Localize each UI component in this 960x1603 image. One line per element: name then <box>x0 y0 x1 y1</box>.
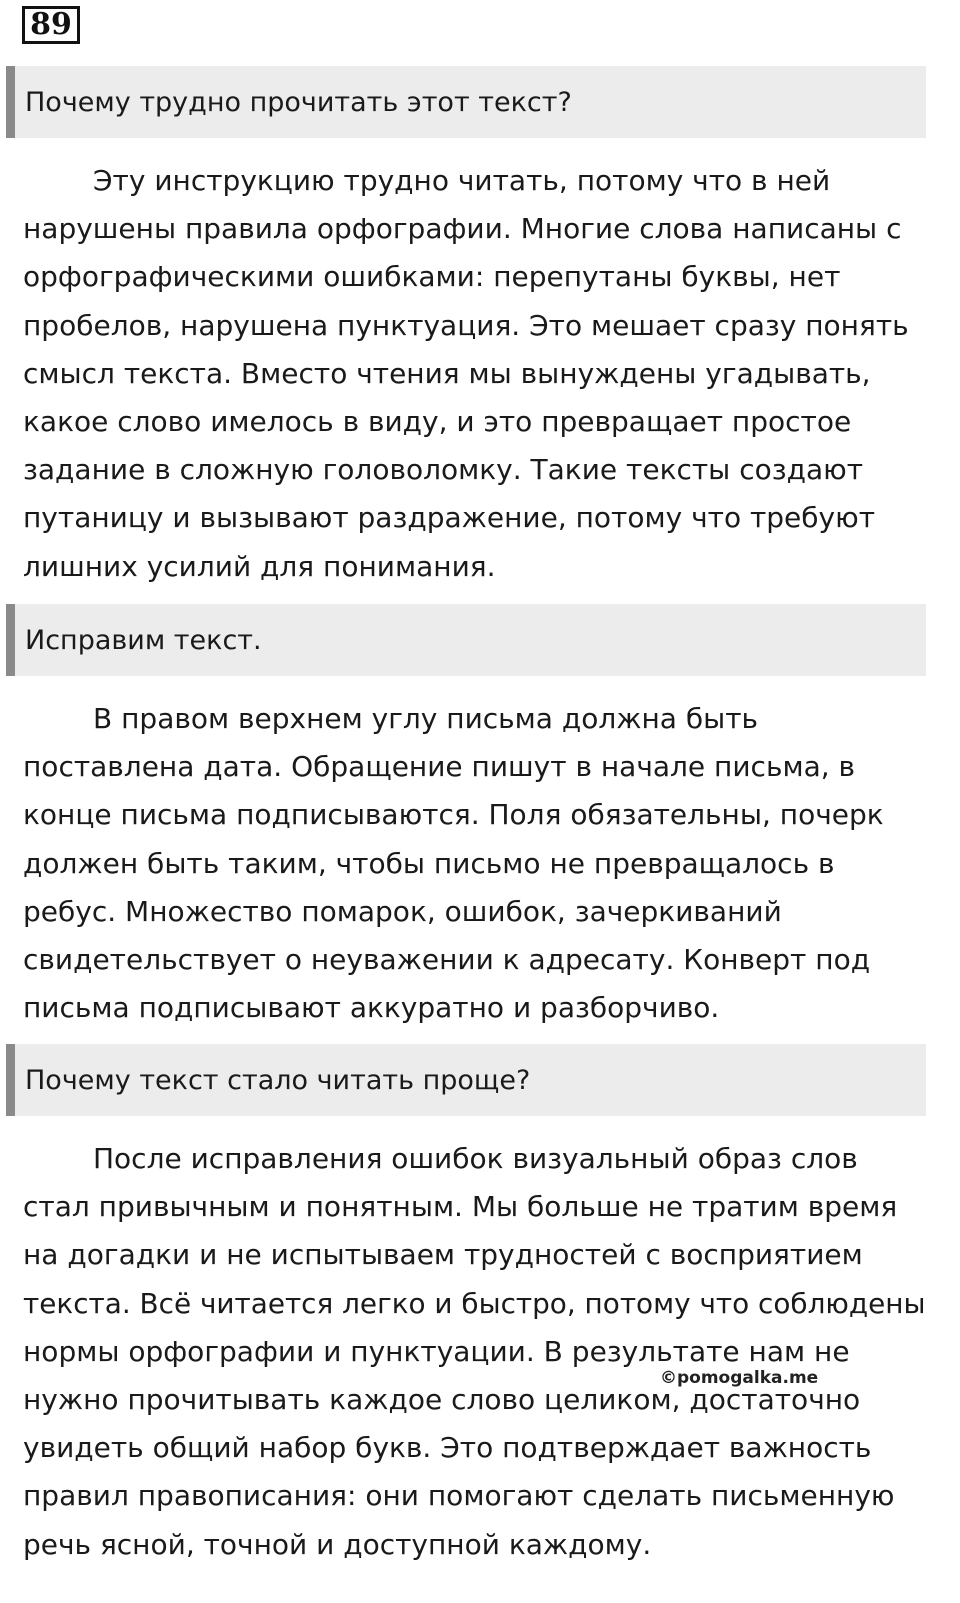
text-line: нормы орфографии и пунктуации. В результате нам не <box>23 1334 850 1368</box>
text-line: После исправления ошибок визуальный образ слов <box>93 1142 858 1175</box>
text-line: орфографическими ошибками: перепутаны буквы, нет <box>23 260 841 294</box>
text-line: письма подписывают аккуратно и разборчиво. <box>23 991 720 1025</box>
text-line: текста. Всё читается легко и быстро, потому что соблюдены <box>23 1286 926 1320</box>
text-line: смысл текста. Вместо чтения мы вынуждены угадывать, <box>23 356 871 390</box>
section-why-easier <box>6 1044 926 1569</box>
text-line: задание в сложную головоломку. Такие тексты создают <box>23 453 863 487</box>
watermark: ©pomogalka.me <box>660 1368 819 1388</box>
text-line: на догадки и не испытываем трудностей с восприятием <box>23 1238 863 1272</box>
section-heading: Почему трудно прочитать этот текст? <box>6 66 926 138</box>
task-number: 89 <box>22 6 80 44</box>
text-line: речь ясной, точной и доступной каждому. <box>23 1527 652 1561</box>
text-line: нарушены правила орфографии. Многие слова написаны с <box>23 212 902 246</box>
text-line: должен быть таким, чтобы письмо не превращалось в <box>23 846 835 880</box>
text-line: правил правописания: они помогают сделать письменную <box>23 1479 895 1513</box>
text-line: лишних усилий для понимания. <box>23 549 496 583</box>
text-line: поставлена дата. Обращение пишут в начале письма, в <box>23 750 856 784</box>
text-line: путаницу и вызывают раздражение, потому что требуют <box>23 501 876 535</box>
section-heading: Исправим текст. <box>6 604 926 676</box>
text-line: увидеть общий набор букв. Это подтверждает важность <box>23 1431 872 1465</box>
text-line: стал привычным и понятным. Мы больше не тратим время <box>23 1190 898 1224</box>
text-line: какое слово имелось в виду, и это превращает простое <box>23 405 852 439</box>
answer-paragraph <box>6 1135 926 1569</box>
text-line: пробелов, нарушена пунктуация. Это мешает сразу понять <box>23 308 909 342</box>
answer-paragraph <box>6 695 926 1032</box>
section-why-hard <box>6 66 926 591</box>
section-heading: Почему текст стало читать проще? <box>6 1044 926 1116</box>
text-line: ребус. Множество помарок, ошибок, зачеркиваний <box>23 894 782 928</box>
text-line: конце письма подписываются. Поля обязательны, почерк <box>23 798 884 832</box>
text-line: нужно прочитывать каждое слово целиком, достаточно <box>23 1383 861 1417</box>
answer-paragraph <box>6 157 926 591</box>
text-line: Эту инструкцию трудно читать, потому что в ней <box>93 164 831 197</box>
text-line: В правом верхнем углу письма должна быть <box>93 702 759 735</box>
section-corrected-text <box>6 604 926 1032</box>
text-line: свидетельствует о неуважении к адресату. Конверт под <box>23 943 871 977</box>
